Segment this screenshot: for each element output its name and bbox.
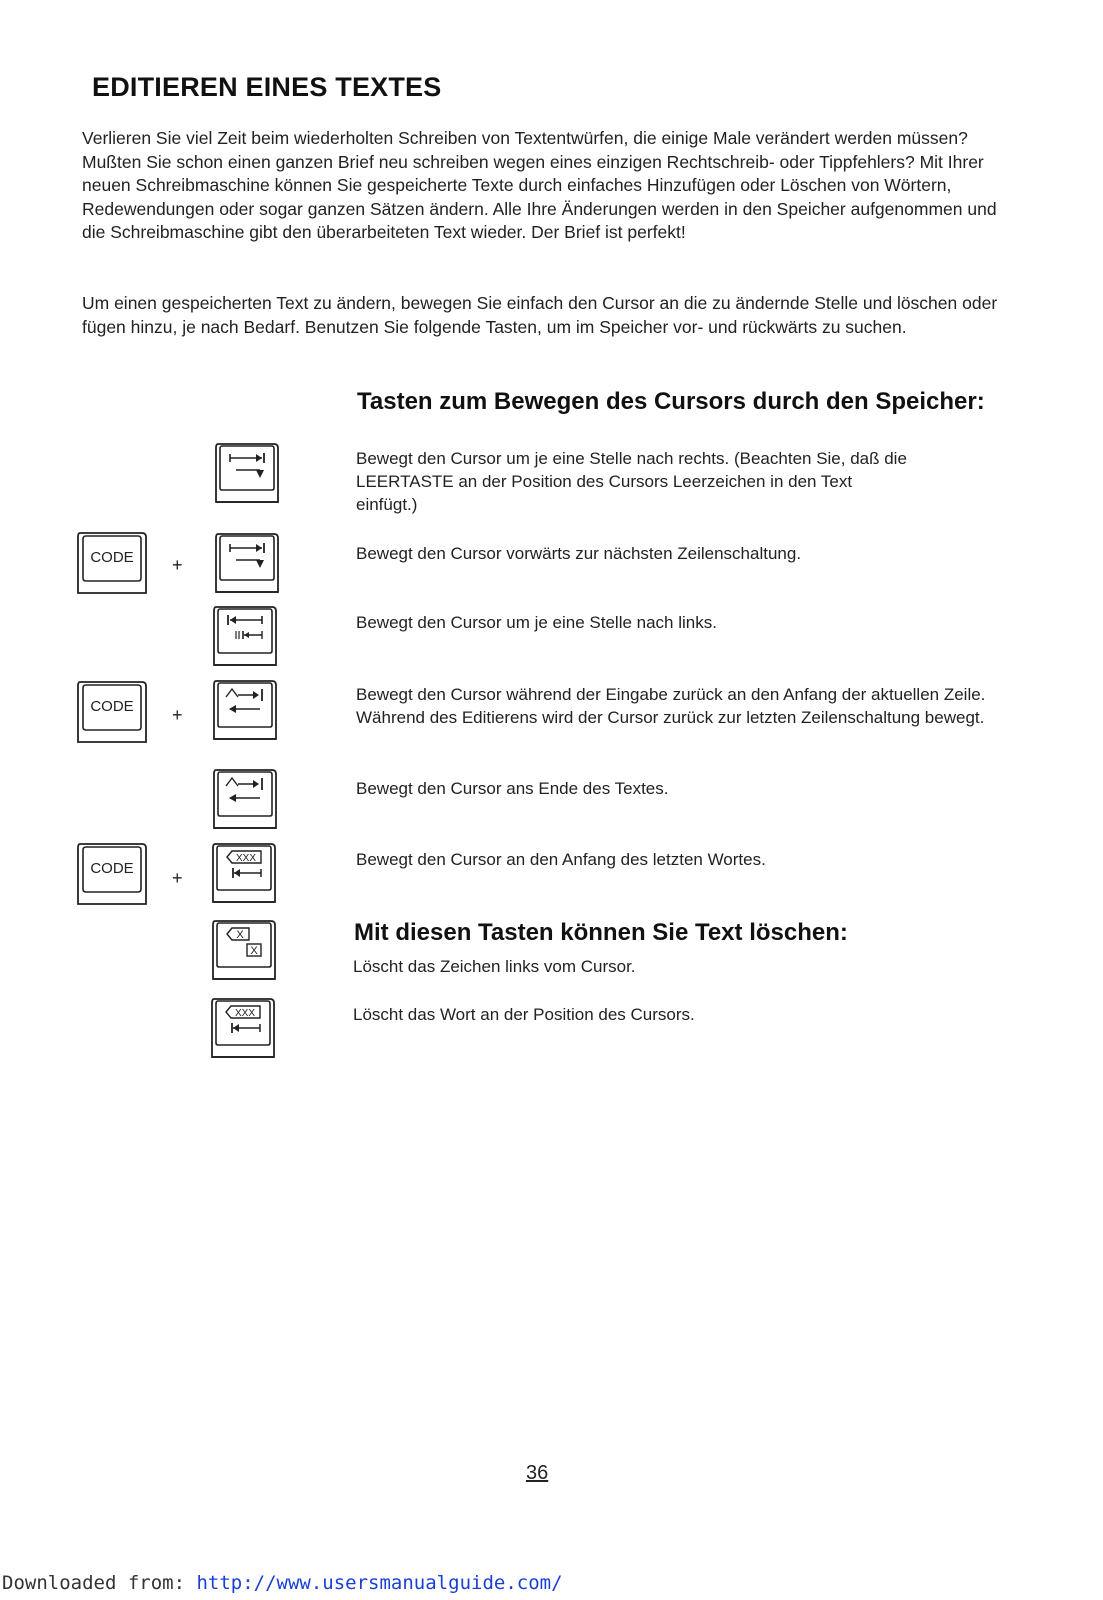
return-icon xyxy=(212,677,278,741)
word-glyph: XXX xyxy=(235,853,257,864)
code-key-1 xyxy=(76,529,148,600)
page-number: 36 xyxy=(526,1462,549,1484)
char-glyph-2: X xyxy=(250,945,258,957)
word-delete-icon xyxy=(211,840,277,904)
page-title: EDITIEREN EINES TEXTES xyxy=(92,72,442,102)
tab-right-icon xyxy=(214,440,280,504)
code-key-2 xyxy=(76,678,148,749)
cursor-item-4-desc: Bewegt den Cursor während der Eingabe zurück an den Anfang der aktuellen Zeile. Während des Editierens wird der Cursor zurück zur letzten Zeilenschaltung bewegt. xyxy=(356,685,986,727)
delete-item-2-desc: Löscht das Wort an der Position des Cursors. xyxy=(353,1005,695,1024)
cursor-item-5-desc: Bewegt den Cursor ans Ende des Textes. xyxy=(356,779,669,798)
plus-sign-1: + xyxy=(172,555,183,575)
code-key-label: CODE xyxy=(90,860,134,877)
tab-right-key-2 xyxy=(214,530,280,594)
cursor-section-heading: Tasten zum Bewegen des Cursors durch den Speicher: xyxy=(357,388,985,415)
code-key-3 xyxy=(76,840,148,911)
word-glyph: XXX xyxy=(234,1008,256,1019)
cursor-item-3-desc: Bewegt den Cursor um je eine Stelle nach links. xyxy=(356,613,717,632)
return-key xyxy=(212,677,278,741)
tab-left-icon xyxy=(212,603,278,667)
plus-sign-3: + xyxy=(172,868,183,888)
code-key-label: CODE xyxy=(90,698,134,715)
word-delete-key-2 xyxy=(210,995,276,1059)
char-glyph-1: X xyxy=(236,929,244,941)
plus-sign-2: + xyxy=(172,705,183,725)
word-delete-key xyxy=(211,840,277,904)
cursor-item-6-desc: Bewegt den Cursor an den Anfang des letzten Wortes. xyxy=(356,850,766,869)
download-footer xyxy=(2,1572,563,1594)
char-delete-key xyxy=(211,917,277,981)
delete-item-1-desc: Löscht das Zeichen links vom Cursor. xyxy=(353,957,636,976)
return-key-2 xyxy=(212,766,278,830)
return-icon xyxy=(212,766,278,830)
footer-link[interactable]: http://www.usersmanualguide.com/ xyxy=(196,1572,563,1594)
intro-paragraph-1: Verlieren Sie viel Zeit beim wiederholten Schreiben von Textentwürfen, die einige Male verändert werden müssen? Mußten Sie schon einen ganzen Brief neu schreiben wegen eines einzigen Rechtschreib- oder Tippfehlers? Mit Ihrer neuen Schreibmaschine können Sie gespeicherte Texte durch einfaches Hinzufügen oder Löschen von Wörtern, Redewendungen oder sogar ganzen Sätzen ändern. Alle Ihre Änderungen werden in den Speicher aufgenommen und die Schreibmaschine gibt den überarbeiteten Text wieder. Der Brief ist perfekt! xyxy=(82,128,997,242)
tab-right-icon xyxy=(214,530,280,594)
intro-paragraph-2: Um einen gespeicherten Text zu ändern, bewegen Sie einfach den Cursor an die zu ändernde Stelle und löschen oder fügen hinzu, je nach Bedarf. Benutzen Sie folgende Tasten, um im Speicher vor- und rückwärts zu suchen. xyxy=(82,293,998,337)
tab-left-key xyxy=(212,603,278,667)
footer-prefix: Downloaded from: xyxy=(2,1572,197,1594)
cursor-item-2-desc: Bewegt den Cursor vorwärts zur nächsten Zeilenschaltung. xyxy=(356,544,802,563)
delete-section-heading: Mit diesen Tasten können Sie Text löschen: xyxy=(354,919,848,946)
word-delete-icon xyxy=(210,995,276,1059)
char-delete-icon xyxy=(211,917,277,981)
tab-right-key xyxy=(214,440,280,504)
code-key-label: CODE xyxy=(90,549,134,566)
cursor-item-1-desc: Bewegt den Cursor um je eine Stelle nach rechts. (Beachten Sie, daß die LEERTASTE an der Position des Cursors Leerzeichen in den Text einfügt.) xyxy=(356,449,907,514)
